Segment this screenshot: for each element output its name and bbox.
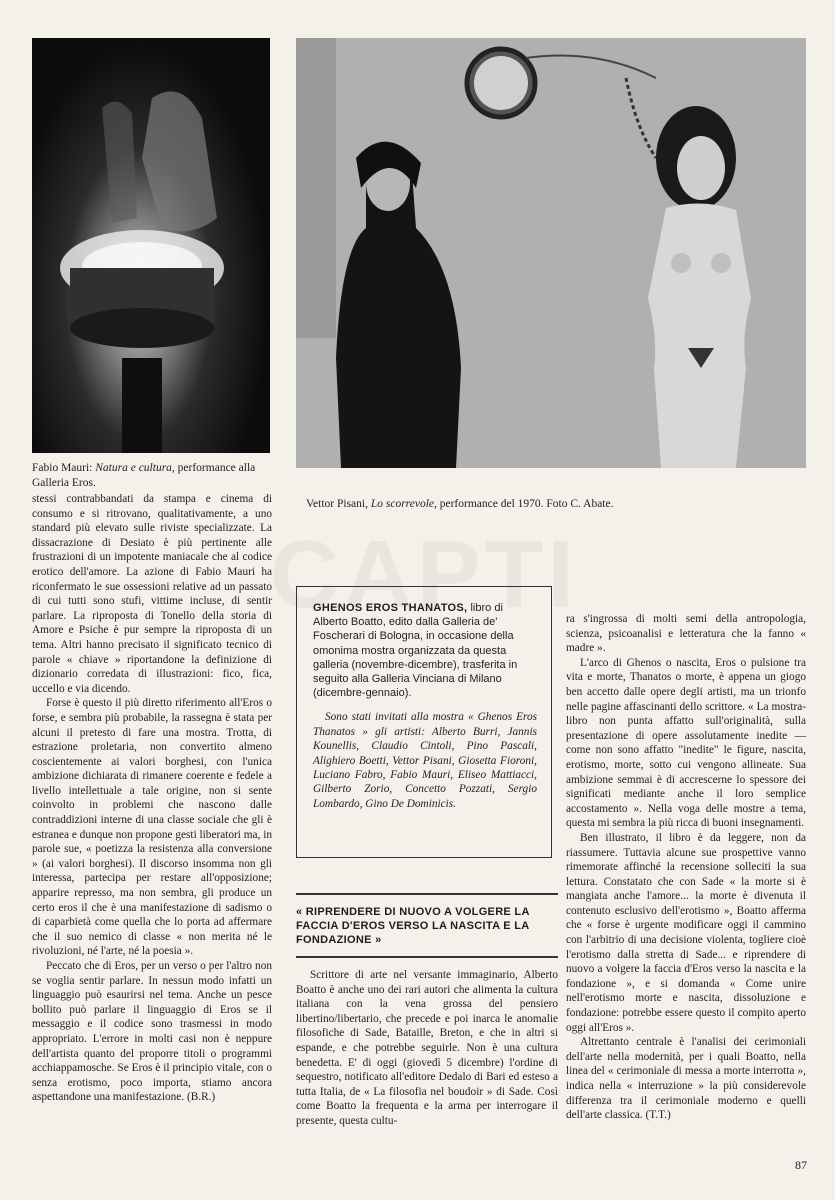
left-column-text (32, 492, 272, 1105)
photo-lo-scorrevole (296, 38, 806, 468)
middle-column-text (296, 968, 558, 1129)
paragraph: Ben illustrato, il libro è da leggere, non da riassumere. Tuttavia alcune sue prospettive vanno rimemorate affinché la recensione solleciti la sua lettura. Constatato che con Sade « la morte si è mangiata anche l'amore... la morte è divenuta il contenuto esclusivo dell'erotismo », Boatto afferma che « forse è urgente modificare oggi il cammino con l'arbitrio di una decisione violenta, togliere cioè l'erotismo dalla stretta di Sade... e riprendere di nuovo a volgere la faccia d'Eros verso la nascita e la fondazione », e si domanda « Come unire nell'erotismo morte e nascita, dissoluzione e fondazione: potrebbe essere questo il compito aperto oggi all'Eros ». (566, 831, 806, 1034)
paragraph: Peccato che di Eros, per un verso o per l'altro non se voglia sentir parlare. In nessun modo infatti un linguaggio può esaurirsi nel tema. Anche un pesce bollito può parlare il linguaggio di Eros se il messaggio e il codice sono trasmessi in modo appropriato. L'errore in molti casi non è neppure dell'artista quanto del proporre titoli o programmi acchiappamosche. Se Eros è il principio vitale, con o senza erotismo, poco importa, stiamo ancora aspettandone una manifestazione. (B.R.) (32, 960, 272, 1104)
right-column-text (566, 612, 806, 1123)
performance-photo-illustration (32, 38, 270, 453)
paragraph: Scrittore di arte nel versante immaginario, Alberto Boatto è anche uno dei rari autori che alimenta la cultura italiana con la vena grossa del pensiero libertino/libertario, che precede e poi inarca le anomalie filosofiche di Sade, Bataille, Breton, e che in altri si espande, e che potrebbe seguirle. Non è una cultura benedetta. E' di oggi (giovedì 5 dicembre) l'ordine di sequestro, notificato all'editore Dedalo di Bari ed esteso a tutta Italia, de « La filosofia nel boudoir » di Sade. Così come Boatto la frequenta e la arma per interrogare il presente, questa cultu- (296, 969, 558, 1127)
caption-title: Lo scorrevole, (370, 498, 437, 510)
paragraph: ra s'ingrossa di molti semi della antropologia, scienza, psicoanalisi e letteratura che la fanno « madre ». (566, 613, 806, 655)
paragraph: Altrettanto centrale è l'analisi dei cerimoniali dell'arte nella modernità, per i quali Boatto, nella linea del « cerimoniale di messa a morte interrotta », indica nella « interruzione » la più considerevole differenza tra il cerimoniale moderno e quelli dell'arte classica. (T.T.) (566, 1036, 806, 1122)
invited-artists: Sono stati invitati alla mostra « Ghenos Eros Thanatos » gli artisti: Alberto Burri, Jannis Kounellis, Claudio Cintoli, Pino Pascali, Alighiero Boetti, Vettor Pisani, Giosetta Fioroni, Luciano Fabro, Fabio Mauri, Eliseo Mattiacci, Gilberto Zorio, Concetto Pozzati, Sergio Lombardo, Gino De Dominicis. (313, 711, 537, 810)
paragraph: L'arco di Ghenos o nascita, Eros o pulsione tra vita e morte, Thanatos o morte, è appena un giogo ben accetto dalle opere degli artisti, ma un trionfo nelle pagine affascinanti dello scrittore. « La mostra-libro non punta affatto sull'originalità, sulla presentazione di opere assolutamente inedite — come non sono affatto "inedite" le figure, nascita, erotismo, morte, sotto cui vengono allineate. Sua ambizione semmai è di accrescerne lo spessore dei significati mediante anche il loro semplice accostamento ». Nella voga delle mostre a tema, questa mi sembra la più ricca di buoni insegnamenti. (566, 656, 806, 830)
page-number: 87 (795, 1158, 807, 1172)
caption-author: Fabio Mauri: (32, 462, 93, 474)
caption-rest: performance del 1970. Foto C. Abate. (439, 498, 614, 510)
performance-photo-illustration (296, 38, 806, 468)
photo-natura-e-cultura (32, 38, 270, 453)
photo-left-caption (32, 461, 272, 491)
caption-title: Natura e cultura, (95, 462, 175, 474)
heading-rule-top (296, 893, 558, 895)
section-heading: « RIPRENDERE DI NUOVO A VOLGERE LA FACCIA D'EROS VERSO LA NASCITA E LA FONDAZIONE » (296, 906, 530, 946)
box-lead (313, 601, 537, 700)
caption-author: Vettor Pisani, (306, 498, 368, 510)
caption-rest: performance alla Galleria Eros. (32, 462, 256, 489)
heading-rule-bottom (296, 956, 558, 958)
photo-right-caption (306, 497, 786, 512)
paragraph: Forse è questo il più diretto riferimento all'Eros o forse, e sembra più probabile, la rassegna è stata per alcuni il pretesto di fare una mostra. Trotta, di estrazione proletaria, non convertito almeno coscientemente ai valori borghesi, con l'unica ambizione dichiarata di rimanere coerente e fedele a livello intellettuale a tale origine, non si sente coinvolto in problemi che nascono dalle contraddizioni interne di una classe sociale che gli è estranea e dunque non propone gesti liberatori ma, in parole sue, « poetizza la resistenza alla conversione » (ai valori borghesi). Il discorso insomma non gli interessa, partecipa per restare all'opposizione; apparire represso, ma non sembra, gli produce un certo eros il che è una manifestazione di sadismo o di caparbietà come quella che lo porta ad affermare che il suo nemico di classe « non merita né le rivoluzioni, né l'arte, né la poesia ». (32, 697, 272, 958)
book-title: GHENOS EROS THANATOS, (313, 602, 468, 614)
book-info-box (296, 586, 552, 858)
paragraph: stessi contrabbandati da stampa e cinema di consumo e si ritrovano, qualitativamente, a uno standard più elevato sulle riviste specializzate. La dissacrazione di Desiato è più pertinente alle frustrazioni di un impotente maniacale che al codice erotico dell'amore. La azione di Fabio Mauri ha riconfermato le sue ossessioni relative ad un passato di cui tutti sono stufi, vittime incluse, di sentir parlare. La riproposta di Tonello della storia di Amore e Psiche è pur sempre la riproposta di un tema. Altri hanno precisato il significato tecnico di parole « chiave » riportandone la definizione di dizionario corredata di illustrazioni: fico, fica, uccello e via dicendo. (32, 493, 272, 695)
book-description: libro di Alberto Boatto, edito dalla Galleria de' Foscherari di Bologna, in occasione della omonima mostra organizzata da questa galleria (novembre-dicembre), trasferita in seguito alla Galleria Vinciana di Milano (dicembre-gennaio). (313, 602, 518, 700)
